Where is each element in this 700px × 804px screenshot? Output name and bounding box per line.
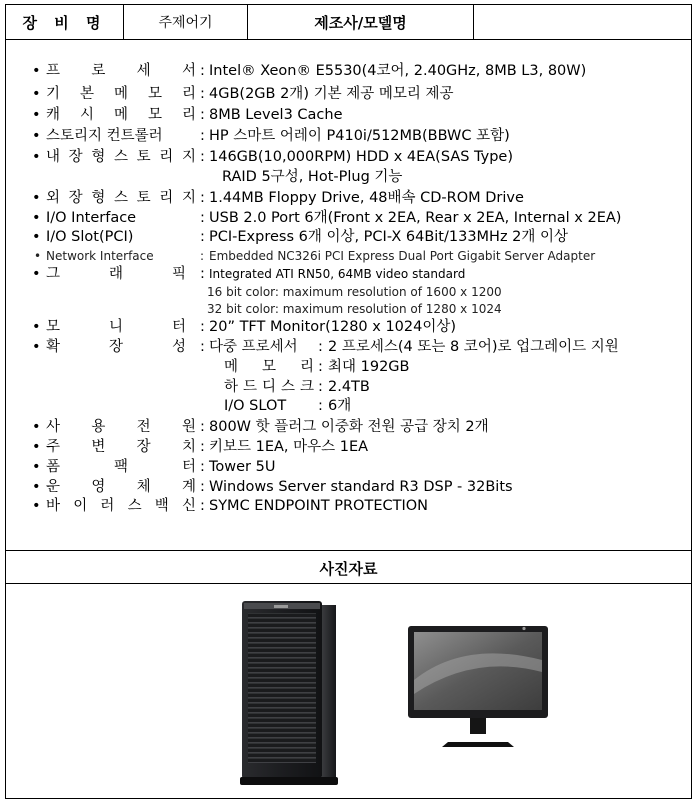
spec-value: SYMC ENDPOINT PROTECTION bbox=[209, 498, 428, 514]
spec-value: 1.44MB Floppy Drive, 48배속 CD-ROM Drive bbox=[209, 190, 524, 206]
spec-label: 기 본 메 모 리 bbox=[46, 86, 196, 102]
spec-value: Integrated ATI RN50, 64MB video standard bbox=[209, 267, 466, 281]
monitor-image bbox=[404, 620, 554, 750]
spec-label: I/O Interface bbox=[46, 210, 137, 226]
spec-value: 키보드 1EA, 마우스 1EA bbox=[209, 439, 369, 455]
equipment-name-cell: 주제어기 bbox=[124, 5, 248, 39]
spec-label: 운 영 체 계 bbox=[46, 479, 196, 495]
spec-label: 확 장 성 bbox=[46, 339, 186, 355]
spec-table: 장 비 명 주제어기 제조사/모델명 • 프 로 세 서 : Intel® Xeon® E5530(4코어, 2.40GHz, 8MB L3, 80W) • 기 본 메 모 리 : 4GB(2GB 2개) 기본 제공 메모리 제공 • 캐 시 메 모 리 : 8MB Level3 Cache • 스토리지 컨트롤러 : HP 스마트 어레이 P410i/512MB(BBWC 포함) • 내 장 형 스 토 리 지 : 146GB(10,000RPM) HDD x 4EA(SAS Type) RAID 5구성, Hot-Plug 기능 • 외 장 형 스 토 리 지 : 1.44MB Floppy Drive, 48배속 CD-ROM Drive • I/O Interface : USB 2.0 Port 6개(Front x 2EA, Rear x 2EA, Internal x 2EA) • I/O Slot(PCI) : PCI-Express 6개 이상, PCI-X 64Bit/133MHz 2개 이상 • Network Interface : Embedded NC326i PCI Express Dual Port Gigabit Server Adapter • 그 래 픽 : Integrated ATI RN50, 64MB video standard 16 bit color: maximum resolution of 1600 x 1200 32 bit color: maximum resolution of 1280 x 1024 • 모 니 터 : 20” TFT Monitor(1280 x 1024이상) • 확 장 성 : 다중 프로세서 : 2 프로세스(4 또는 8 코어)로 업그레이드 지원 메 모 리 : 최대 192GB 하 드 디 스 크 : 2.4TB I/O SLOT : 6개 • 사 용 전 원 : 800W 핫 플러그 이중화 전원 공급 장치 2개 • 주 변 장 치 : 키보드 1EA, 마우스 1EA • 폼 팩 터 : Tower 5U • 운 영 체 계 : Windows Server standard R3 DSP - 32Bits • 바 이 러 스 백 신 : SYMC ENDPOINT PROTECTION 사진자료 bbox=[5, 4, 692, 799]
spec-value: Intel® Xeon® E5530(4코어, 2.40GHz, 8MB L3, 80W) bbox=[209, 63, 587, 79]
spec-value: 146GB(10,000RPM) HDD x 4EA(SAS Type) bbox=[209, 149, 514, 165]
expansion-value: 2 프로세스(4 또는 8 코어)로 업그레이드 지원 bbox=[328, 339, 619, 355]
equipment-label-cell: 장 비 명 bbox=[6, 5, 124, 39]
spec-value: 20” TFT Monitor(1280 x 1024이상) bbox=[209, 319, 457, 335]
spec-value: Windows Server standard R3 DSP - 32Bits bbox=[209, 479, 513, 495]
spec-value: Tower 5U bbox=[209, 459, 276, 475]
spec-label: 캐 시 메 모 리 bbox=[46, 107, 196, 123]
spec-label: 사 용 전 원 bbox=[46, 419, 196, 435]
photo-section-title: 사진자료 bbox=[319, 559, 378, 578]
spec-value: USB 2.0 Port 6개(Front x 2EA, Rear x 2EA, Internal x 2EA) bbox=[209, 210, 622, 226]
expansion-value: 2.4TB bbox=[328, 379, 370, 395]
spec-label: 바 이 러 스 백 신 bbox=[46, 498, 196, 514]
header-row bbox=[6, 5, 691, 40]
server-tower-image bbox=[232, 599, 342, 789]
spec-label: 그 래 픽 bbox=[46, 266, 186, 282]
section-divider bbox=[6, 583, 691, 584]
spec-label: 폼 팩 터 bbox=[46, 459, 196, 475]
maker-label-cell: 제조사/모델명 bbox=[248, 5, 474, 39]
section-divider bbox=[6, 550, 691, 551]
maker-value-cell bbox=[474, 5, 693, 39]
spec-value: 8MB Level3 Cache bbox=[209, 107, 343, 123]
spec-value: Embedded NC326i PCI Express Dual Port Gigabit Server Adapter bbox=[209, 249, 596, 263]
expansion-label: 다중 프로세서 bbox=[209, 339, 298, 355]
expansion-label: I/O SLOT bbox=[224, 398, 287, 414]
spec-value: PCI-Express 6개 이상, PCI-X 64Bit/133MHz 2개 이상 bbox=[209, 229, 569, 245]
spec-label: 프 로 세 서 bbox=[46, 63, 196, 79]
spec-label: 주 변 장 치 bbox=[46, 439, 196, 455]
spec-label: 스토리지 컨트롤러 bbox=[46, 128, 163, 144]
expansion-value: 6개 bbox=[328, 398, 352, 414]
spec-value: RAID 5구성, Hot-Plug 기능 bbox=[222, 169, 403, 185]
spec-label: 내 장 형 스 토 리 지 bbox=[46, 149, 196, 165]
spec-value: 4GB(2GB 2개) 기본 제공 메모리 제공 bbox=[209, 86, 454, 102]
expansion-label: 메 모 리 bbox=[224, 359, 314, 375]
spec-label: 외 장 형 스 토 리 지 bbox=[46, 190, 196, 206]
spec-value: 16 bit color: maximum resolution of 1600 x 1200 bbox=[207, 285, 502, 299]
spec-label: 모 니 터 bbox=[46, 319, 186, 335]
spec-value: HP 스마트 어레이 P410i/512MB(BBWC 포함) bbox=[209, 128, 510, 144]
expansion-label: 하 드 디 스 크 bbox=[224, 379, 314, 395]
expansion-value: 최대 192GB bbox=[328, 359, 410, 375]
spec-label: I/O Slot(PCI) bbox=[46, 229, 134, 245]
spec-value: 800W 핫 플러그 이중화 전원 공급 장치 2개 bbox=[209, 419, 489, 435]
spec-value: 32 bit color: maximum resolution of 1280 x 1024 bbox=[207, 302, 502, 316]
spec-label: Network Interface bbox=[46, 249, 154, 263]
